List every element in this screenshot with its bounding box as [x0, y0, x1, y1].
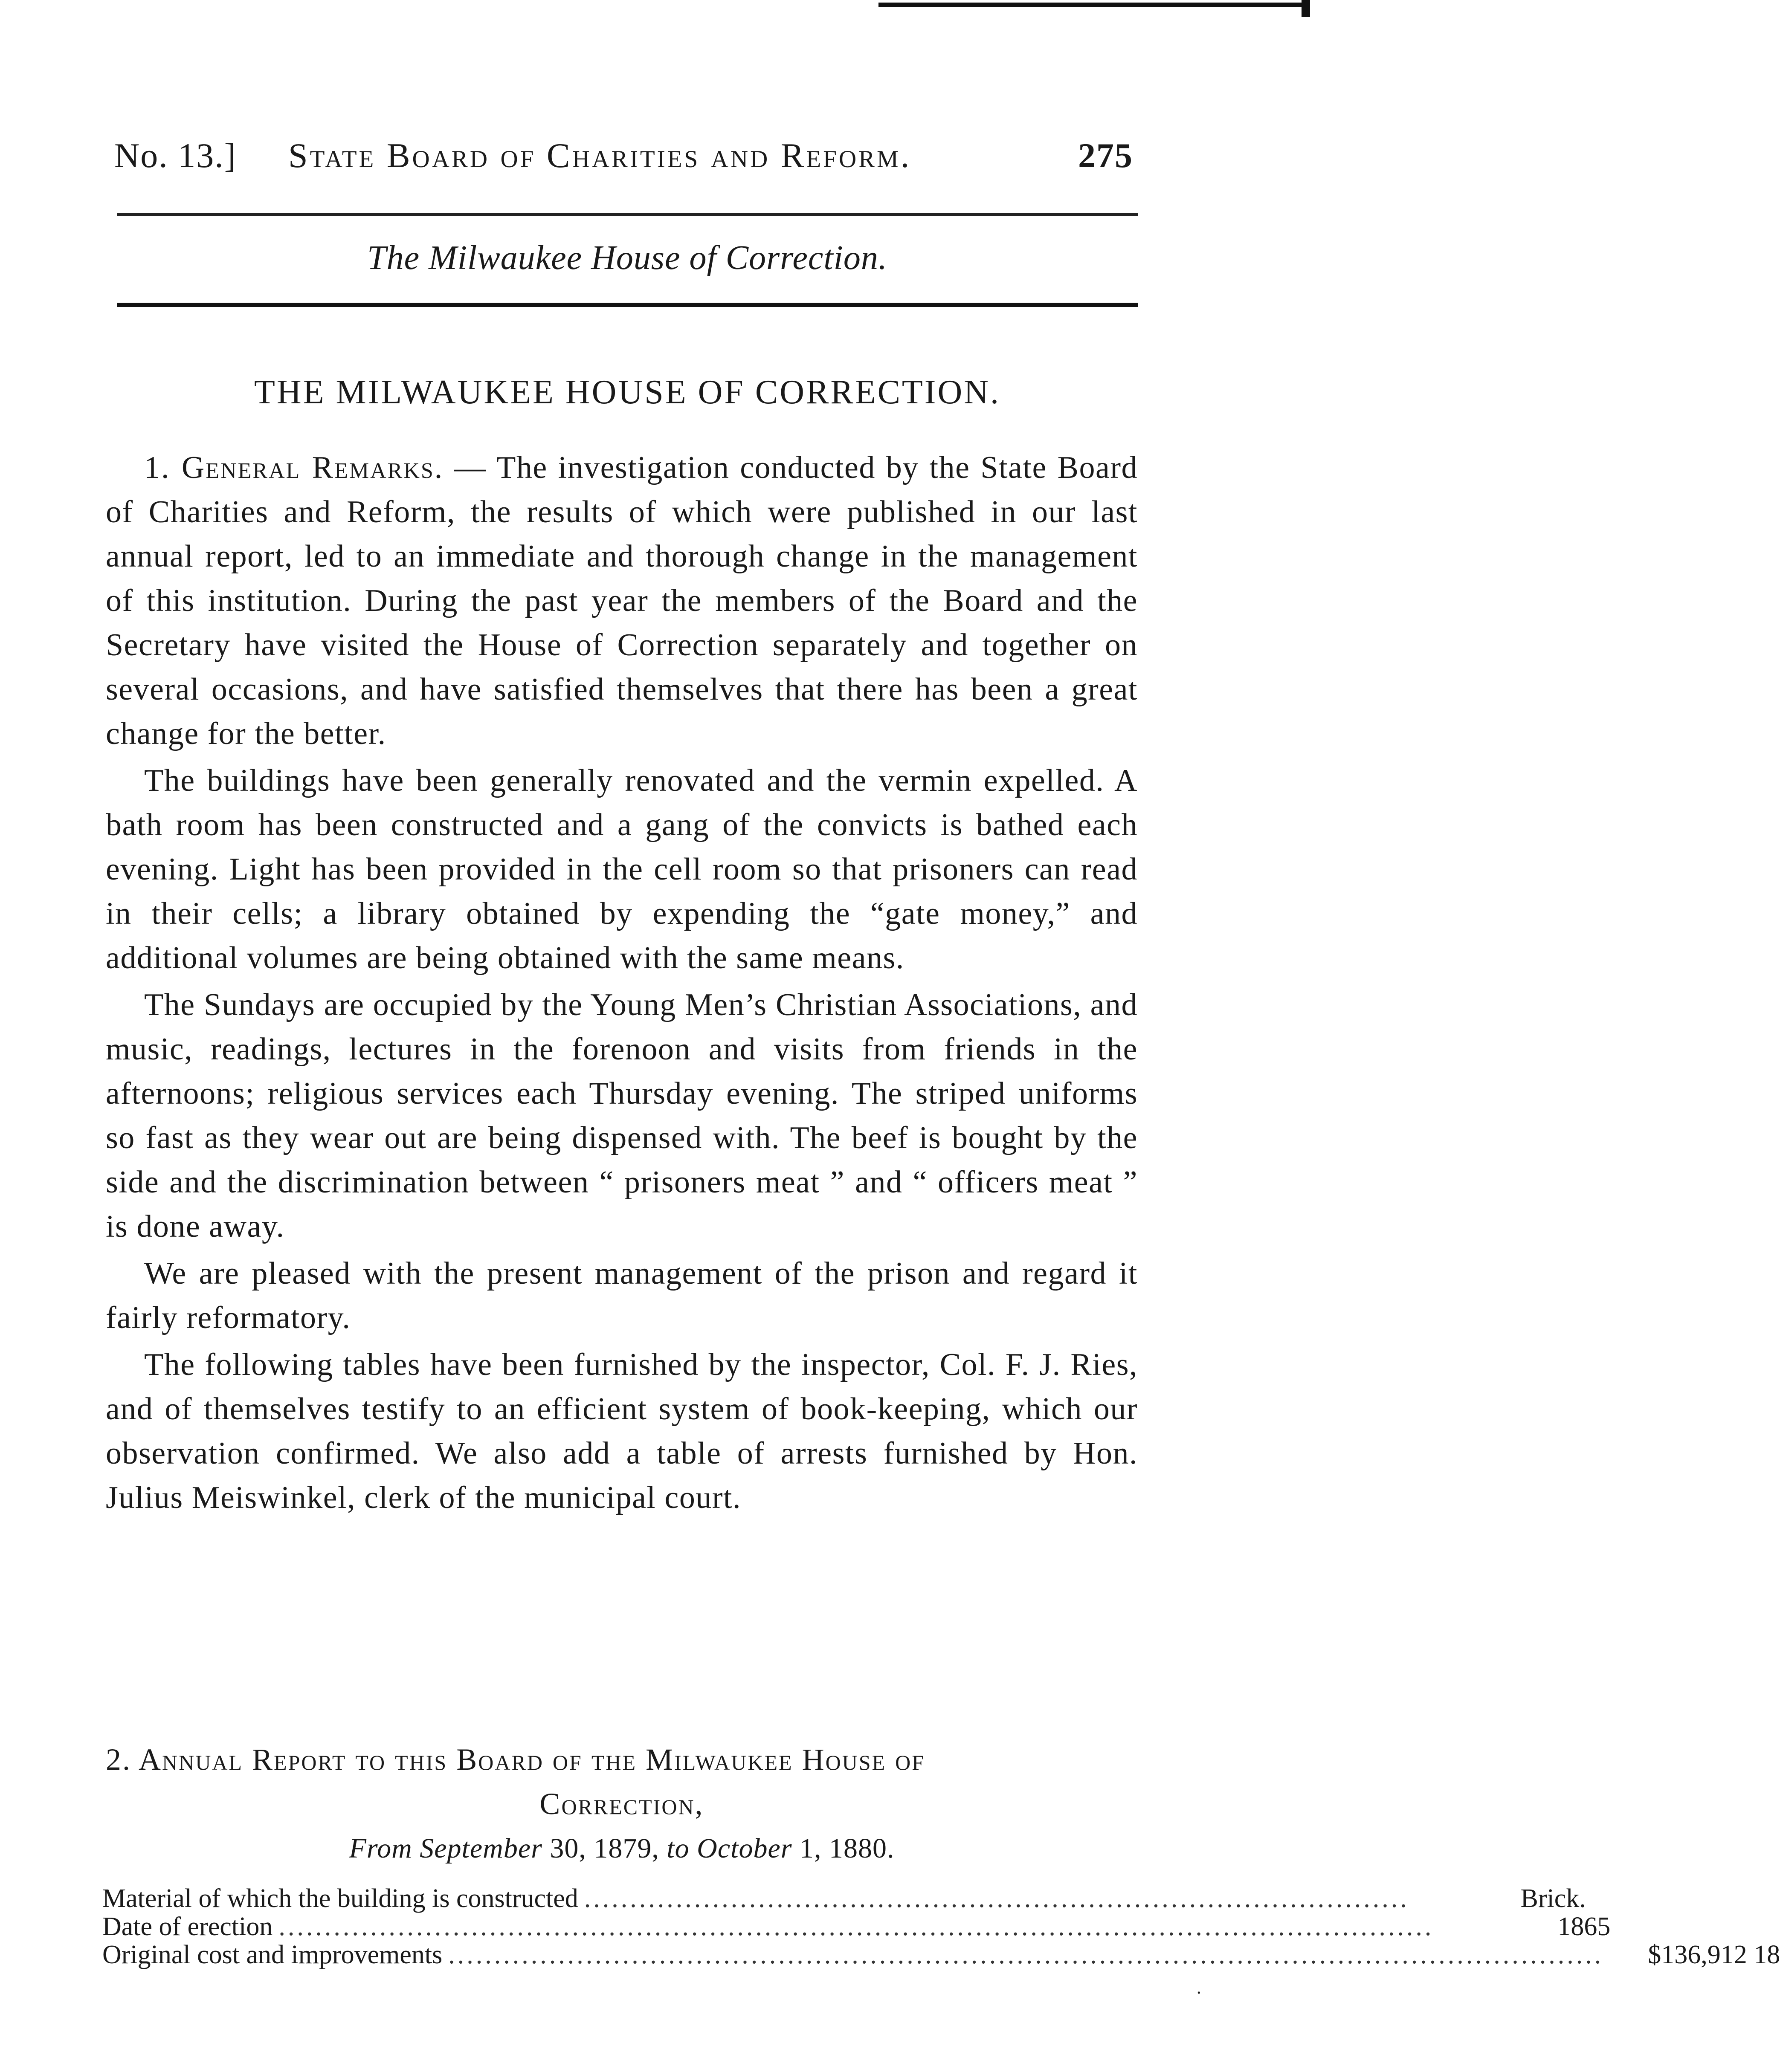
- paragraph-general-remarks: [106, 446, 1138, 756]
- scan-edge-mark-right: [1302, 0, 1310, 17]
- paragraph-text: — The investigation conducted by the State Board of Charities and Reform, the results of which were published in our last annual report, led to an immediate and thorough change in the management of this institution. During the past year the members of the Board and the Secretary have visited the House of Correction separately and together on several occasions, and have satisfied themselves that there has been a great change for the better.: [106, 450, 1138, 751]
- section-title: THE MILWAUKEE HOUSE OF CORRECTION.: [254, 373, 1000, 411]
- row-label: Material of which the building is constructed: [102, 1884, 578, 1913]
- stray-mark: .: [1196, 1978, 1202, 1998]
- table-row: [102, 1940, 1780, 1969]
- period-to-month: October: [697, 1833, 792, 1864]
- running-title-rule: [117, 303, 1138, 307]
- row-label: Original cost and improvements: [102, 1940, 443, 1969]
- paragraph-management: We are pleased with the present management of the prison and regard it fairly reformatory.: [106, 1256, 1138, 1335]
- body-text: [106, 446, 1138, 1522]
- report-heading-line2: Correction,: [539, 1787, 704, 1821]
- leader-dots: ..........................................................................................: [584, 1884, 1409, 1913]
- row-value: Brick.: [1520, 1884, 1586, 1913]
- building-table: [102, 1884, 1780, 1969]
- row-label: Date of erection: [102, 1912, 273, 1941]
- report-heading-line1: 2. Annual Report to this Board of the Milwaukee House of: [106, 1742, 925, 1777]
- period-from-label: From September: [349, 1833, 542, 1864]
- report-period: [106, 1832, 1138, 1865]
- row-value: $136,912 18: [1648, 1940, 1780, 1969]
- page-header: [114, 136, 1138, 182]
- period-to-label: to: [667, 1833, 690, 1864]
- paragraph-sundays: The Sundays are occupied by the Young Men’s Christian Associations, and music, readings, lectures in the forenoon and visits from friends in the afternoons; religious services each Thursday evening. The striped uniforms so fast as they wear out are being dispensed with. The beef is bought by the side and the discrimination between “ prisoners meat ” and “ officers meat ” is done away.: [106, 987, 1138, 1244]
- header-rule: [117, 213, 1138, 216]
- paragraph-buildings: The buildings have been generally renovated and the vermin expelled. A bath room has been constructed and a gang of the convicts is bathed each evening. Light has been provided in the cell room so that prisoners can read in their cells; a library obtained by expending the “gate money,” and additional volumes are being obtained with the same means.: [106, 763, 1138, 975]
- leader-dots: ..............................................................................................................................: [448, 1940, 1604, 1969]
- period-to-date: 1, 1880.: [799, 1833, 895, 1864]
- period-from-date: 30, 1879,: [550, 1833, 659, 1864]
- document-number: No. 13.]: [114, 136, 237, 175]
- row-value: 1865: [1557, 1912, 1611, 1941]
- report-heading: [106, 1737, 1138, 1826]
- header-title: State Board of Charities and Reform.: [288, 136, 912, 175]
- scan-edge-mark: [878, 3, 1310, 7]
- running-title: The Milwaukee House of Correction.: [367, 239, 887, 277]
- table-row: [102, 1912, 1611, 1941]
- paragraph-heading: 1. General Remarks.: [144, 450, 444, 485]
- page-number: 275: [1078, 136, 1133, 175]
- paragraph-tables: The following tables have been furnished by the inspector, Col. F. J. Ries, and of themselves testify to an efficient system of book-keeping, which our observation confirmed. We also add a table of arrests furnished by Hon. Julius Meiswinkel, clerk of the municipal court.: [106, 1347, 1138, 1515]
- table-row: [102, 1884, 1586, 1913]
- leader-dots: ..............................................................................................................................: [278, 1912, 1434, 1941]
